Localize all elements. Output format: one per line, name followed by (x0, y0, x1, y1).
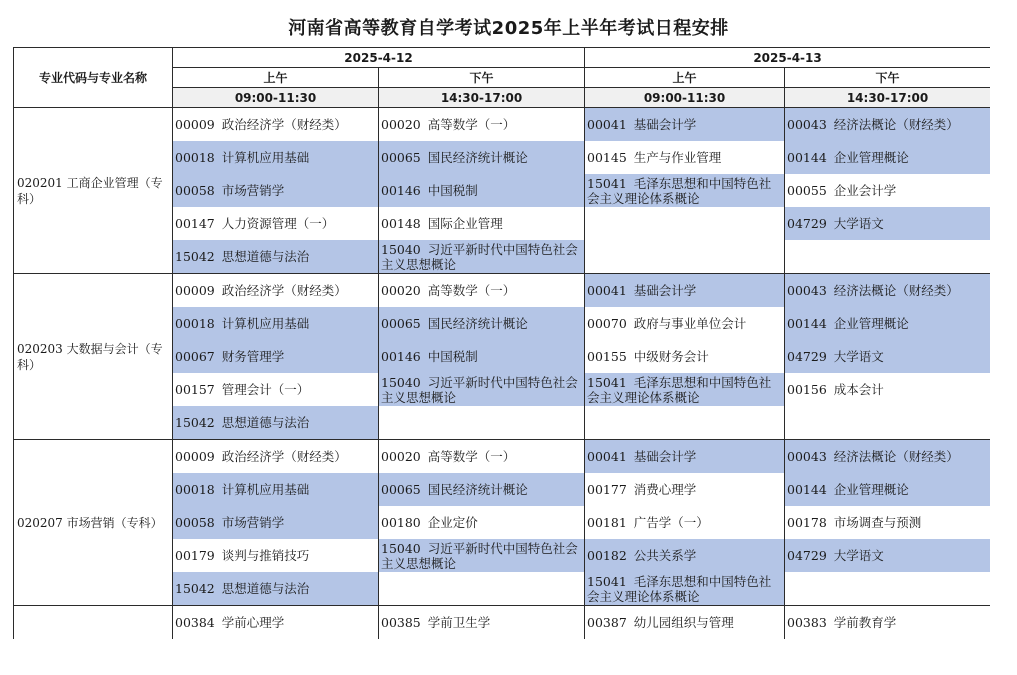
course-name: 思想道德与法治 (221, 249, 310, 264)
exam-cell (173, 274, 379, 308)
course-name: 计算机应用基础 (221, 150, 310, 165)
course-code: 00009 (175, 117, 215, 132)
course-code: 00055 (787, 183, 827, 198)
course-code: 00179 (175, 548, 215, 563)
course-name: 毛泽东思想和中国特色社会主义理论体系概论 (587, 573, 772, 604)
exam-cell (785, 174, 990, 207)
course-code: 00018 (175, 482, 215, 497)
course-name: 谈判与推销技巧 (221, 548, 310, 563)
course-code: 00041 (587, 449, 627, 464)
date-header-day1: 2025-4-12 (173, 48, 585, 68)
exam-cell (785, 473, 990, 506)
exam-cell (173, 207, 379, 240)
exam-cell (173, 406, 379, 440)
major-column-header: 专业代码与专业名称 (14, 48, 173, 108)
exam-cell (785, 440, 990, 474)
course-name: 学前卫生学 (427, 615, 491, 630)
course-name: 广告学（一） (633, 515, 709, 530)
exam-cell (173, 572, 379, 606)
exam-cell (173, 606, 379, 640)
course-name: 幼儿园组织与管理 (633, 615, 734, 630)
course-name: 成本会计 (833, 382, 884, 397)
exam-cell (173, 108, 379, 142)
course-code: 00144 (787, 482, 827, 497)
course-name: 市场营销学 (221, 515, 285, 530)
schedule-body (14, 108, 991, 640)
course-name: 国际企业管理 (427, 216, 503, 231)
course-code: 00043 (787, 283, 827, 298)
course-code: 00156 (787, 382, 827, 397)
course-code: 00182 (587, 548, 627, 563)
course-code: 00387 (587, 615, 627, 630)
exam-cell (379, 274, 585, 308)
course-name: 经济法概论（财经类） (833, 117, 959, 132)
course-name: 基础会计学 (633, 283, 697, 298)
course-code: 00018 (175, 150, 215, 165)
course-code: 00041 (587, 283, 627, 298)
exam-cell (585, 108, 785, 142)
course-name: 高等数学（一） (427, 117, 516, 132)
course-code: 00384 (175, 615, 215, 630)
course-code: 04729 (787, 349, 827, 364)
major-name-cell: 020207 市场营销（专科） (14, 440, 173, 606)
course-name: 习近平新时代中国特色社会主义思想概论 (381, 241, 578, 272)
course-code: 00058 (175, 515, 215, 530)
exam-cell (379, 307, 585, 340)
course-code: 00383 (787, 615, 827, 630)
exam-cell (585, 473, 785, 506)
course-code: 00009 (175, 449, 215, 464)
course-name: 习近平新时代中国特色社会主义思想概论 (381, 540, 578, 571)
exam-cell (379, 108, 585, 142)
course-name: 大学语文 (833, 349, 884, 364)
course-code: 00155 (587, 349, 627, 364)
exam-cell (585, 274, 785, 308)
course-name: 思想道德与法治 (221, 581, 310, 596)
course-name: 企业管理概论 (833, 482, 909, 497)
course-code: 00020 (381, 117, 421, 132)
exam-cell (785, 406, 990, 440)
course-name: 中国税制 (427, 183, 478, 198)
course-code: 00018 (175, 316, 215, 331)
course-code: 15041 (587, 374, 627, 390)
course-name: 政治经济学（财经类） (221, 283, 347, 298)
course-code: 00180 (381, 515, 421, 530)
course-code: 15042 (175, 415, 215, 430)
exam-cell (785, 572, 990, 606)
exam-cell (173, 307, 379, 340)
exam-cell (173, 473, 379, 506)
table-row (14, 606, 991, 640)
course-code: 00146 (381, 183, 421, 198)
exam-cell (379, 440, 585, 474)
exam-cell (173, 506, 379, 539)
major-name-cell (14, 606, 173, 640)
exam-cell (585, 440, 785, 474)
course-name: 消费心理学 (633, 482, 697, 497)
course-name: 公共关系学 (633, 548, 697, 563)
exam-cell (585, 174, 785, 207)
course-name: 企业管理概论 (833, 316, 909, 331)
course-name: 国民经济统计概论 (427, 482, 528, 497)
exam-cell (379, 174, 585, 207)
course-name: 国民经济统计概论 (427, 316, 528, 331)
course-name: 习近平新时代中国特色社会主义思想概论 (381, 374, 578, 405)
course-name: 学前教育学 (833, 615, 897, 630)
course-name: 生产与作业管理 (633, 150, 722, 165)
course-code: 00043 (787, 449, 827, 464)
major-name-cell: 020203 大数据与会计（专科） (14, 274, 173, 440)
session-header: 下午 (785, 68, 990, 88)
course-name: 政治经济学（财经类） (221, 449, 347, 464)
session-header: 下午 (379, 68, 585, 88)
exam-cell (379, 506, 585, 539)
course-code: 00181 (587, 515, 627, 530)
course-name: 财务管理学 (221, 349, 285, 364)
exam-cell (585, 307, 785, 340)
course-name: 基础会计学 (633, 449, 697, 464)
course-code: 15041 (587, 573, 627, 589)
course-code: 00385 (381, 615, 421, 630)
exam-cell (785, 340, 990, 373)
course-code: 00147 (175, 216, 215, 231)
exam-cell (785, 539, 990, 572)
exam-cell (785, 307, 990, 340)
page-title: 河南省高等教育自学考试2025年上半年考试日程安排 (288, 18, 729, 39)
exam-cell (173, 373, 379, 406)
course-name: 基础会计学 (633, 117, 697, 132)
exam-cell (379, 406, 585, 440)
course-code: 00065 (381, 482, 421, 497)
exam-cell (379, 473, 585, 506)
course-code: 04729 (787, 216, 827, 231)
course-code: 15042 (175, 581, 215, 596)
exam-cell (585, 240, 785, 274)
course-name: 政治经济学（财经类） (221, 117, 347, 132)
exam-cell (785, 506, 990, 539)
course-code: 00144 (787, 316, 827, 331)
course-code: 00058 (175, 183, 215, 198)
course-name: 人力资源管理（一） (221, 216, 335, 231)
exam-cell (785, 606, 990, 640)
exam-cell (173, 141, 379, 174)
course-code: 00020 (381, 283, 421, 298)
exam-cell (585, 406, 785, 440)
course-name: 高等数学（一） (427, 449, 516, 464)
session-header: 上午 (585, 68, 785, 88)
exam-cell (379, 207, 585, 240)
time-header: 09:00-11:30 (173, 88, 379, 108)
exam-cell (785, 108, 990, 142)
course-code: 15041 (587, 175, 627, 191)
exam-cell (379, 572, 585, 606)
exam-cell (379, 539, 585, 572)
exam-cell (785, 240, 990, 274)
time-header: 14:30-17:00 (379, 88, 585, 108)
course-code: 04729 (787, 548, 827, 563)
course-code: 00065 (381, 150, 421, 165)
exam-cell (585, 539, 785, 572)
course-code: 00043 (787, 117, 827, 132)
exam-cell (379, 240, 585, 274)
course-name: 经济法概论（财经类） (833, 283, 959, 298)
exam-cell (379, 340, 585, 373)
exam-cell (785, 207, 990, 240)
course-name: 国民经济统计概论 (427, 150, 528, 165)
course-name: 中级财务会计 (633, 349, 709, 364)
schedule-table (13, 47, 990, 639)
exam-cell (173, 174, 379, 207)
course-name: 计算机应用基础 (221, 482, 310, 497)
time-header: 14:30-17:00 (785, 88, 990, 108)
time-header: 09:00-11:30 (585, 88, 785, 108)
course-name: 计算机应用基础 (221, 316, 310, 331)
course-name: 学前心理学 (221, 615, 285, 630)
course-name: 毛泽东思想和中国特色社会主义理论体系概论 (587, 374, 772, 405)
exam-cell (585, 141, 785, 174)
course-name: 企业会计学 (833, 183, 897, 198)
exam-cell (379, 141, 585, 174)
table-row (14, 108, 991, 142)
exam-cell (585, 340, 785, 373)
course-code: 00178 (787, 515, 827, 530)
course-name: 高等数学（一） (427, 283, 516, 298)
exam-cell (785, 373, 990, 406)
exam-cell (785, 141, 990, 174)
exam-cell (585, 506, 785, 539)
date-header-day2: 2025-4-13 (585, 48, 990, 68)
course-name: 经济法概论（财经类） (833, 449, 959, 464)
course-name: 市场调查与预测 (833, 515, 922, 530)
course-code: 00041 (587, 117, 627, 132)
course-code: 15040 (381, 540, 421, 556)
course-name: 企业定价 (427, 515, 478, 530)
exam-cell (585, 373, 785, 406)
course-code: 00146 (381, 349, 421, 364)
exam-cell (173, 539, 379, 572)
course-code: 00020 (381, 449, 421, 464)
exam-cell (785, 274, 990, 308)
course-name: 思想道德与法治 (221, 415, 310, 430)
course-code: 00009 (175, 283, 215, 298)
course-code: 00157 (175, 382, 215, 397)
exam-cell (585, 606, 785, 640)
course-name: 大学语文 (833, 548, 884, 563)
table-row (14, 440, 991, 474)
exam-cell (379, 373, 585, 406)
course-code: 00148 (381, 216, 421, 231)
exam-cell (173, 440, 379, 474)
course-name: 政府与事业单位会计 (633, 316, 747, 331)
course-name: 企业管理概论 (833, 150, 909, 165)
course-code: 15042 (175, 249, 215, 264)
session-header: 上午 (173, 68, 379, 88)
course-code: 00145 (587, 150, 627, 165)
course-code: 15040 (381, 374, 421, 390)
course-name: 市场营销学 (221, 183, 285, 198)
exam-cell (173, 240, 379, 274)
schedule-sheet (13, 47, 990, 647)
course-code: 15040 (381, 241, 421, 257)
course-code: 00144 (787, 150, 827, 165)
exam-cell (379, 606, 585, 640)
course-name: 大学语文 (833, 216, 884, 231)
exam-cell (173, 340, 379, 373)
exam-cell (585, 572, 785, 606)
course-code: 00065 (381, 316, 421, 331)
course-name: 管理会计（一） (221, 382, 310, 397)
course-name: 中国税制 (427, 349, 478, 364)
course-code: 00070 (587, 316, 627, 331)
course-code: 00177 (587, 482, 627, 497)
course-code: 00067 (175, 349, 215, 364)
course-name: 毛泽东思想和中国特色社会主义理论体系概论 (587, 175, 772, 206)
exam-cell (585, 207, 785, 240)
table-row (14, 274, 991, 308)
major-name-cell: 020201 工商企业管理（专科） (14, 108, 173, 274)
